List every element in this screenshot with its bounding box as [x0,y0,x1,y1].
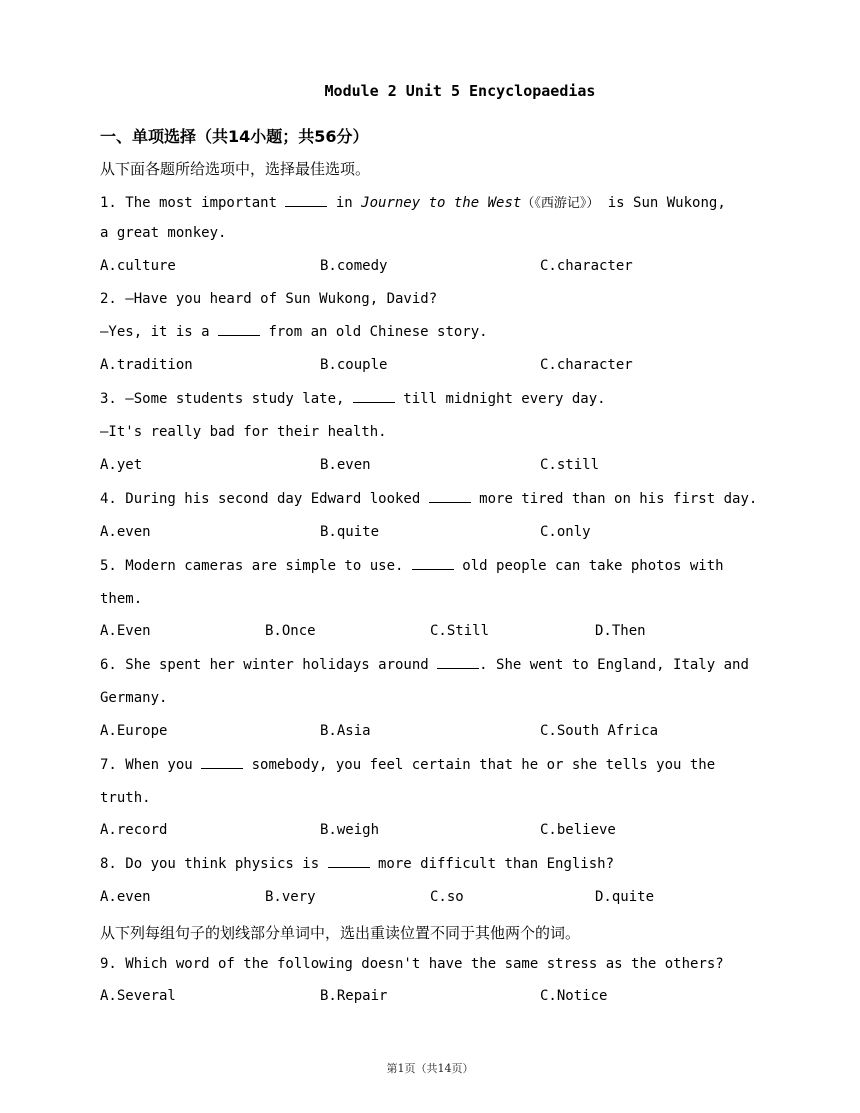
answer-blank [412,558,454,570]
question-text: from an old Chinese story. [260,324,488,340]
option-c[interactable]: C.Notice [540,988,608,1004]
question-3-line-2: —It's really bad for their health. [100,424,387,440]
question-1 [100,192,726,211]
option-b[interactable]: B.very [265,889,316,905]
question-text: is Sun Wukong, [599,195,726,211]
option-d[interactable]: D.Then [595,623,646,639]
question-text: 4. During his second day Edward looked [100,491,429,507]
question-2-line-2 [100,324,488,340]
option-b[interactable]: B.quite [320,524,380,540]
chinese-title: （《西游记》） [521,196,600,211]
option-a[interactable]: A.yet [100,457,143,473]
option-b[interactable]: B.Once [265,623,316,639]
option-c[interactable]: C.still [540,457,600,473]
option-a[interactable]: A.Europe [100,723,168,739]
answer-blank [328,856,370,868]
question-text: more tired than on his first day. [470,491,758,507]
option-c[interactable]: C.believe [540,822,616,838]
question-9: 9. Which word of the following doesn't have the same stress as the others? [100,956,724,972]
question-8 [100,856,614,872]
question-4 [100,491,757,507]
page-footer: 第1页（共14页） [386,1062,474,1075]
question-6-line-2: Germany. [100,690,168,706]
option-c[interactable]: C.only [540,524,591,540]
option-a[interactable]: A.even [100,524,151,540]
question-1-line-2: a great monkey. [100,225,227,241]
option-a[interactable]: A.record [100,822,168,838]
question-text: in [327,195,362,211]
section-heading: 一、单项选择（共14小题；共56分） [100,127,369,146]
answer-blank [201,757,243,769]
question-text: —Yes, it is a [100,324,219,340]
question-text: 1. The most important [100,195,286,211]
option-b[interactable]: B.even [320,457,371,473]
question-text: 3. —Some students study late, [100,391,353,407]
option-c[interactable]: C.so [430,889,464,905]
option-a[interactable]: A.Even [100,623,151,639]
question-5-line-2: them. [100,591,143,607]
option-a[interactable]: A.Several [100,988,176,1004]
answer-blank [429,491,471,503]
option-c[interactable]: C.character [540,357,633,373]
instruction-text: 从下面各题所给选项中，选择最佳选项。 [100,160,371,178]
question-2: 2. —Have you heard of Sun Wukong, David? [100,291,438,307]
answer-blank [285,195,327,207]
question-text: . She went to England, Italy and [479,657,749,673]
option-b[interactable]: B.weigh [320,822,380,838]
option-b[interactable]: B.couple [320,357,388,373]
question-3 [100,391,606,407]
option-c[interactable]: C.character [540,258,633,274]
answer-blank [353,391,395,403]
question-7 [100,757,715,773]
question-text: old people can take photos with [453,558,724,574]
answer-blank [218,324,260,336]
question-6 [100,657,749,673]
book-title: Journey to the West [361,195,522,211]
option-b[interactable]: B.comedy [320,258,388,274]
question-text: 5. Modern cameras are simple to use. [100,558,412,574]
option-b[interactable]: B.Repair [320,988,388,1004]
instruction-text: 从下列每组句子的划线部分单词中，选出重读位置不同于其他两个的词。 [100,924,581,942]
question-text: 7. When you [100,757,202,773]
question-5 [100,558,724,574]
option-c[interactable]: C.South Africa [540,723,659,739]
question-text: 6. She spent her winter holidays around [100,657,438,673]
option-a[interactable]: A.even [100,889,151,905]
page-title: Module 2 Unit 5 Encyclopaedias [324,82,596,100]
question-text: more difficult than English? [369,856,615,872]
answer-blank [437,657,479,669]
option-b[interactable]: B.Asia [320,723,371,739]
option-c[interactable]: C.Still [430,623,490,639]
question-text: somebody, you feel certain that he or she tells you the [243,757,716,773]
question-text: 8. Do you think physics is [100,856,328,872]
question-text: till midnight every day. [394,391,606,407]
question-7-line-2: truth. [100,790,151,806]
option-a[interactable]: A.culture [100,258,176,274]
option-d[interactable]: D.quite [595,889,655,905]
option-a[interactable]: A.tradition [100,357,193,373]
